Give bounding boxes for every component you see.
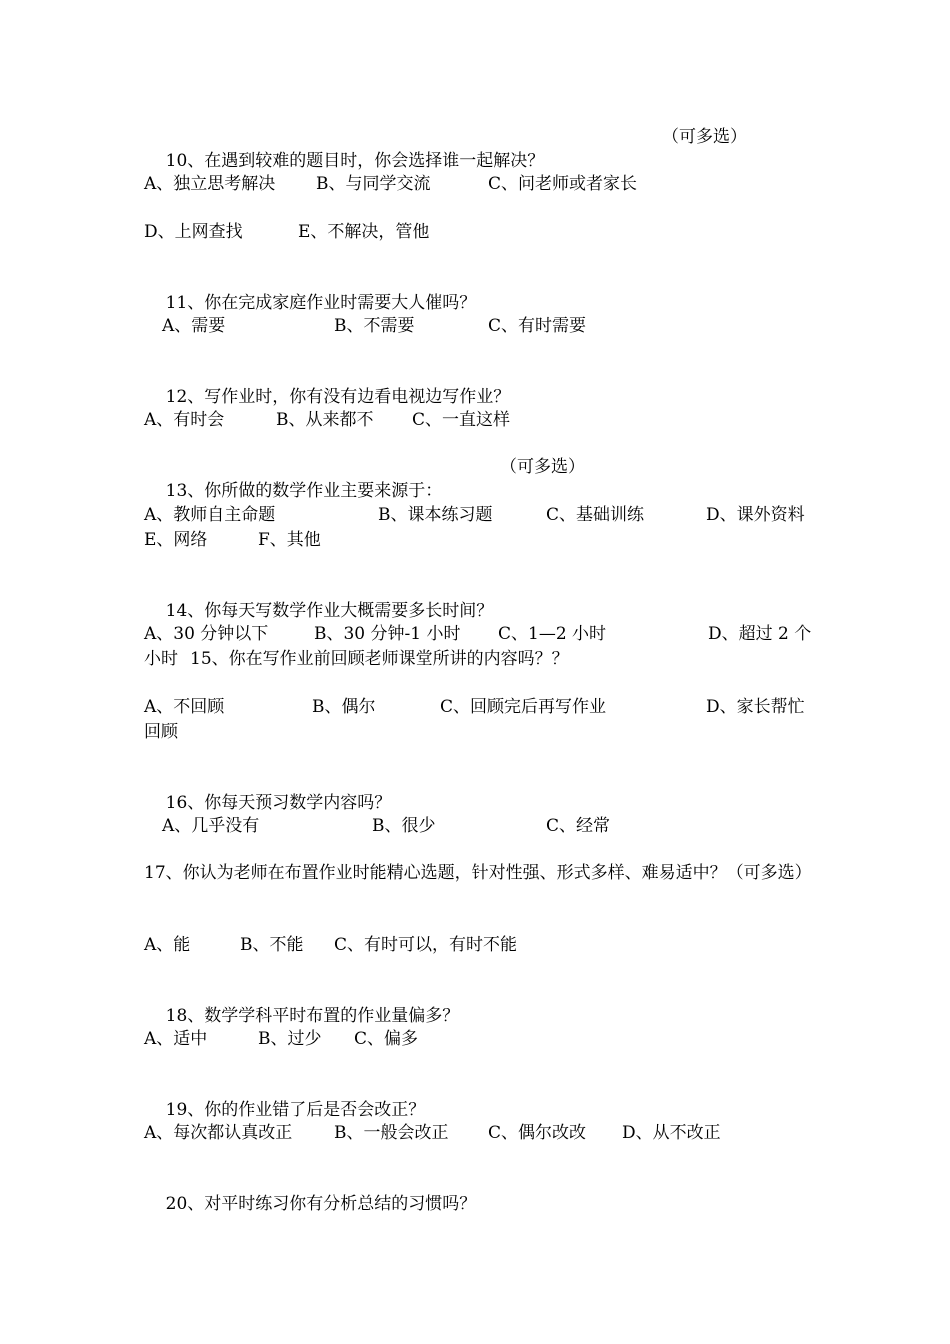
option: B、不需要 — [334, 316, 415, 336]
option: D、课外资料 — [706, 505, 805, 525]
option: E、网络 — [144, 530, 208, 550]
option: D、家长帮忙 — [706, 697, 805, 717]
option: C、有时可以，有时不能 — [334, 935, 518, 955]
option: A、能 — [144, 935, 191, 955]
option: C、有时需要 — [488, 316, 587, 336]
option: B、一般会改正 — [334, 1123, 449, 1143]
option: B、课本练习题 — [378, 505, 493, 525]
question-text: 12、写作业时，你有没有边看电视边写作业？ — [165, 387, 511, 407]
option: C、基础训练 — [546, 505, 645, 525]
option: C、偶尔改改 — [488, 1123, 587, 1143]
question-11 — [144, 267, 814, 339]
option: C、1—2 小时 — [498, 624, 607, 644]
question-20 — [144, 1168, 814, 1240]
option: A、每次都认真改正 — [144, 1123, 293, 1143]
option: A、需要 — [162, 316, 226, 336]
option: B、从来都不 — [276, 410, 374, 430]
question-text: 13、你所做的数学作业主要来源于： — [165, 481, 443, 501]
option: B、很少 — [372, 816, 436, 836]
question-15: 15、你在写作业前回顾老师课堂所讲的内容吗？？ — [190, 649, 569, 669]
option: A、30 分钟以下 — [144, 624, 269, 644]
option: B、30 分钟-1 小时 — [314, 624, 461, 644]
option: B、偶尔 — [312, 697, 376, 717]
option: A、几乎没有 — [162, 816, 260, 836]
question-text: 10、在遇到较难的题目时，你会选择谁一起解决？ — [165, 151, 545, 171]
option: B、过少 — [258, 1029, 322, 1049]
option: C、一直这样 — [412, 410, 511, 430]
option: 回顾 — [144, 722, 178, 742]
option: F、其他 — [258, 530, 321, 550]
question-text: 17、你认为老师在布置作业时能精心选题，针对性强、形式多样、难易适中？（可多选） — [144, 863, 812, 883]
option: C、问老师或者家长 — [488, 174, 638, 194]
question-text: 20、对平时练习你有分析总结的习惯吗？ — [165, 1194, 477, 1214]
question-note: （可多选） — [500, 457, 585, 477]
option: C、经常 — [546, 816, 611, 836]
question-text: 11、你在完成家庭作业时需要大人催吗？ — [165, 293, 477, 313]
question-text: 18、数学学科平时布置的作业量偏多？ — [165, 1006, 460, 1026]
option: A、不回顾 — [144, 697, 225, 717]
option: B、不能 — [240, 935, 304, 955]
option: C、偏多 — [354, 1029, 419, 1049]
question-note: （可多选） — [662, 127, 747, 147]
question-text: 19、你的作业错了后是否会改正？ — [165, 1100, 426, 1120]
question-17 — [144, 861, 810, 885]
option: A、适中 — [144, 1029, 208, 1049]
option: E、不解决，管他 — [298, 222, 430, 242]
option: 小时 — [144, 649, 178, 669]
question-text: 16、你每天预习数学内容吗？ — [165, 793, 392, 813]
question-text: 14、你每天写数学作业大概需要多长时间？ — [165, 601, 494, 621]
option: C、回顾完后再写作业 — [440, 697, 607, 717]
option: A、有时会 — [144, 410, 225, 430]
option: A、教师自主命题 — [144, 505, 276, 525]
option: D、超过 2 个 — [708, 624, 812, 644]
option: D、从不改正 — [622, 1123, 721, 1143]
option: D、上网查找 — [144, 222, 243, 242]
option: A、独立思考解决 — [144, 174, 276, 194]
question-18 — [144, 980, 814, 1052]
option: B、与同学交流 — [316, 174, 431, 194]
